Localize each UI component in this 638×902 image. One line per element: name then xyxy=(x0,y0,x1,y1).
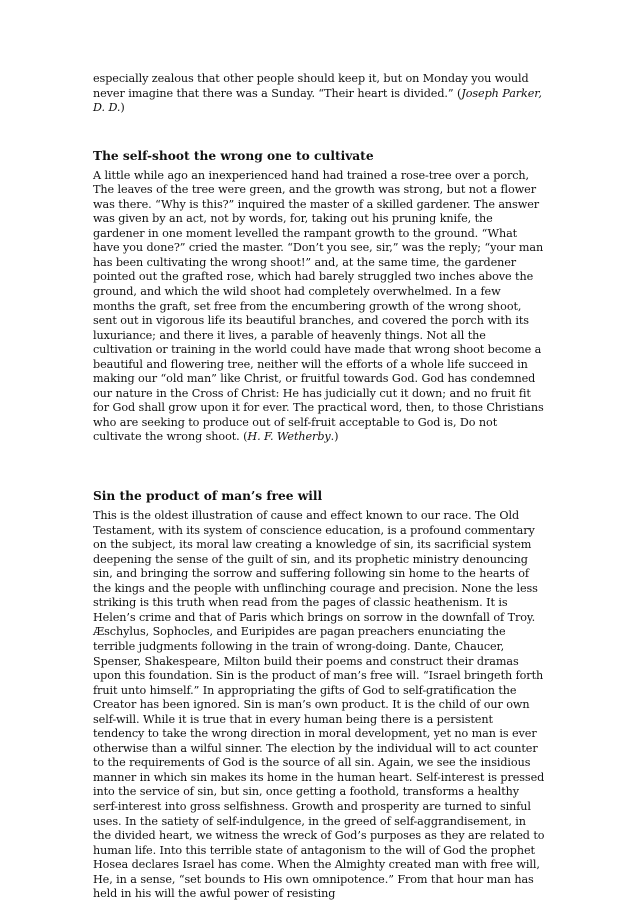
document-page xyxy=(93,72,545,902)
section-heading-self-shoot: The self-shoot the wrong one to cultivate xyxy=(93,148,374,163)
section-paragraph-self-shoot xyxy=(93,169,545,445)
section-paragraph-free-will xyxy=(93,509,545,902)
section1-author: H. F. Wetherby xyxy=(247,430,331,444)
intro-text: especially zealous that other people should keep it, but on Monday you would never imagine that there was a Sunday. “Their heart is divided.” ( xyxy=(93,72,529,100)
section1-text: A little while ago an inexperienced hand had trained a rose-tree over a porch, The leaves of the tree were green, and the growth was strong, but not a flower was there. “Why is this?” inquired the master of a skilled gardener. The answer was given by an act, not by words, for, taking out his pruning knife, the gardener in one moment levelled the rampant growth to the ground. “What have you done?” cried the master. “Don’t you see, sir,” was the reply; “your man has been cultivating the wrong shoot!” and, at the same time, the gardener pointed out the grafted rose, which had barely struggled two inches above the ground, and which the wild shoot had completely overwhelmed. In a few months the graft, set free from the encumbering growth of the wrong shoot, sent out in vigorous life its beautiful branches, and covered the porch with its luxuriance; and there it lives, a parable of heavenly things. Not all the cultivation or training in the world could have made that wrong shoot become a beautiful and flowering tree, neither will the efforts of a whole life succeed in making our “old man” like Christ, or fruitful towards God. God has condemned our nature in the Cross of Christ: He has judicially cut it down; and no fruit fit for God shall grow upon it for ever. The practical word, then, to those Christians who are seeking to produce out of self-fruit acceptable to God is, Do not cultivate the wrong shoot. ( xyxy=(93,168,544,444)
section-heading-free-will: Sin the product of man’s free will xyxy=(93,489,323,504)
intro-close: ) xyxy=(120,101,125,115)
section1-close: .) xyxy=(330,430,339,444)
section2-text: This is the oldest illustration of cause and effect known to our race. The Old Testament, with its system of conscience education, is a profound commentary on the subject, its moral law creating a knowledge of sin, its sacrificial system deepening the sense of the guilt of sin, and its prophetic ministry denouncing sin, and bringing the sorrow and suffering following sin home to the hearts of the kings and the people with unflinching courage and precision. None the less striking is this truth when read from the pages of classic heathenism. It is Helen’s crime and that of Paris which brings on sorrow in the downfall of Troy. Æschylus, Sophocles, and Euripides are pagan preachers enunciating the terrible judgments following in the train of wrong-doing. Dante, Chaucer, Spenser, Shakespeare, Milton build their poems and construct their dramas upon this foundation. Sin is the product of man’s free will. “Israel bringeth forth fruit unto himself.” In appropriating the gifts of God to self-gratification the Creator has been ignored. Sin is man’s own product. It is the child of our own self-will. While it is true that in every human being there is a persistent tendency to take the wrong direction in moral development, yet no man is ever otherwise than a wilful sinner. The election by the individual will to act counter to the requirements of God is the source of all sin. Again, we see the insidious manner in which sin makes its home in the human heart. Self-interest is pressed into the service of sin, but sin, once getting a foothold, transforms a healthy serf-interest into gross selfishness. Growth and prosperity are turned to sinful uses. In the satiety of self-indulgence, in the greed of self-aggrandisement, in the divided heart, we witness the wreck of God’s purposes as they are related to human life. Into this terrible state of antagonism to the will of God the prophet Hosea declares Israel has come. When the Almighty created man with free will, He, in a sense, “set bounds to His own omnipotence.” From that hour man has held in his will the awful power of resisting xyxy=(93,509,545,901)
intro-paragraph xyxy=(93,72,545,116)
intro-author: Joseph Parker, D. D. xyxy=(93,86,542,115)
